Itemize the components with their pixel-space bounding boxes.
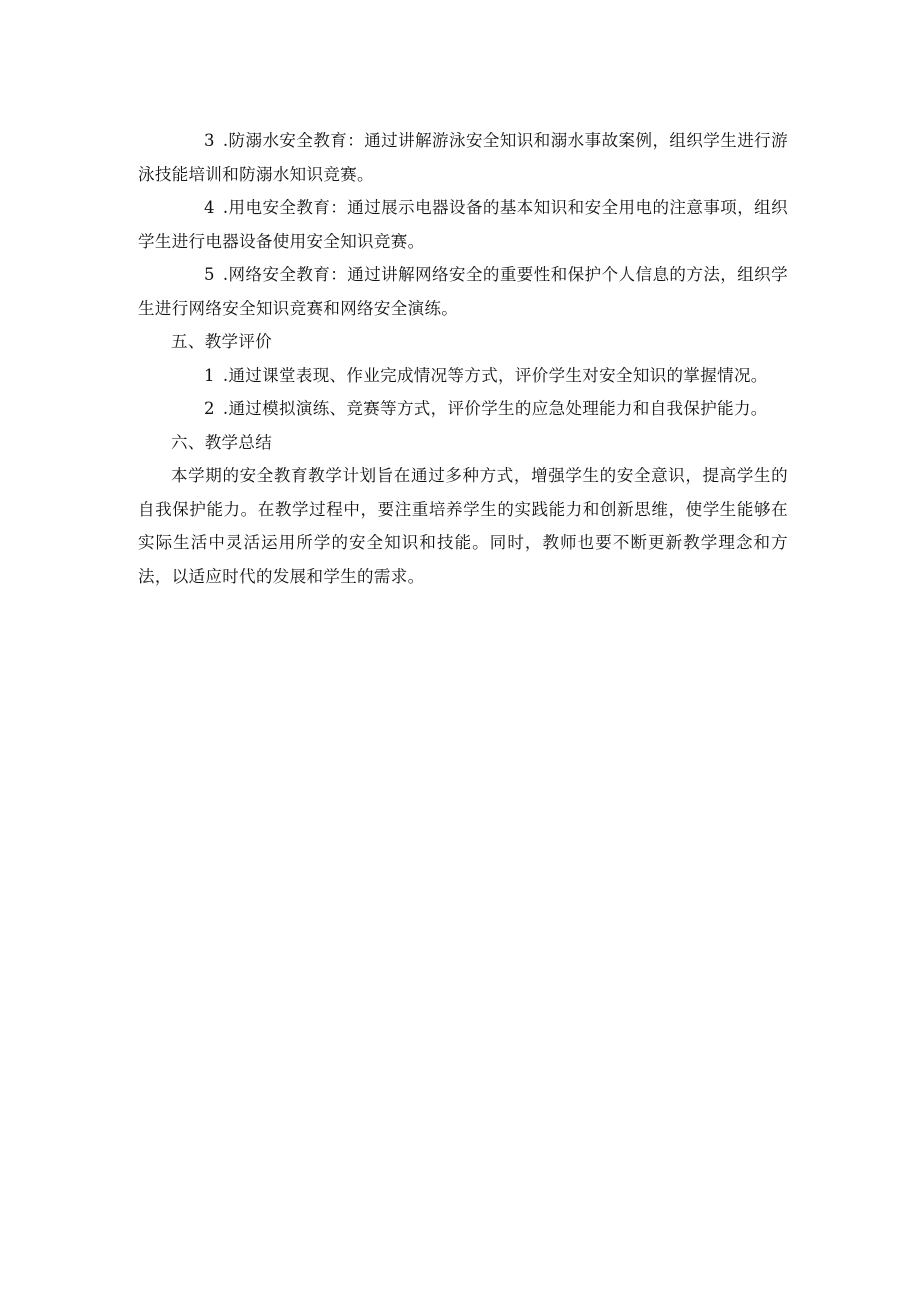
item-number: 1	[204, 365, 215, 385]
list-item-network-safety	[138, 258, 788, 325]
summary-paragraph: 本学期的安全教育教学计划旨在通过多种方式，增强学生的安全意识，提高学生的自我保护能力。在教学过程中，要注重培养学生的实践能力和创新思维，使学生能够在实际生活中灵活运用所学的安全知识和技能。同时，教师也要不断更新教学理念和方法，以适应时代的发展和学生的需求。	[138, 466, 788, 586]
item-text: .通过课堂表现、作业完成情况等方式，评价学生对安全知识的掌握情况。	[222, 365, 768, 385]
list-item-evaluation-1	[138, 359, 788, 393]
list-item-fire-water-safety	[138, 124, 788, 191]
document-body	[138, 124, 788, 593]
item-text: .用电安全教育：通过展示电器设备的基本知识和安全用电的注意事项，组织学生进行电器设备使用安全知识竞赛。	[138, 198, 788, 251]
item-text: .网络安全教育：通过讲解网络安全的重要性和保护个人信息的方法，组织学生进行网络安全知识竞赛和网络安全演练。	[138, 265, 788, 318]
section-heading-summary: 六、教学总结	[171, 432, 273, 452]
section-heading-evaluation: 五、教学评价	[171, 332, 273, 351]
item-number: 2	[204, 399, 215, 418]
item-text: .通过模拟演练、竞赛等方式，评价学生的应急处理能力和自我保护能力。	[222, 399, 768, 418]
item-text: .防溺水安全教育：通过讲解游泳安全知识和溺水事故案例，组织学生进行游泳技能培训和防溺水知识竞赛。	[138, 131, 788, 184]
list-item-electric-safety	[138, 191, 788, 258]
list-item-evaluation-2	[138, 392, 788, 426]
item-number: 5	[204, 265, 215, 284]
item-number: 3	[204, 131, 215, 150]
item-number: 4	[204, 198, 215, 217]
